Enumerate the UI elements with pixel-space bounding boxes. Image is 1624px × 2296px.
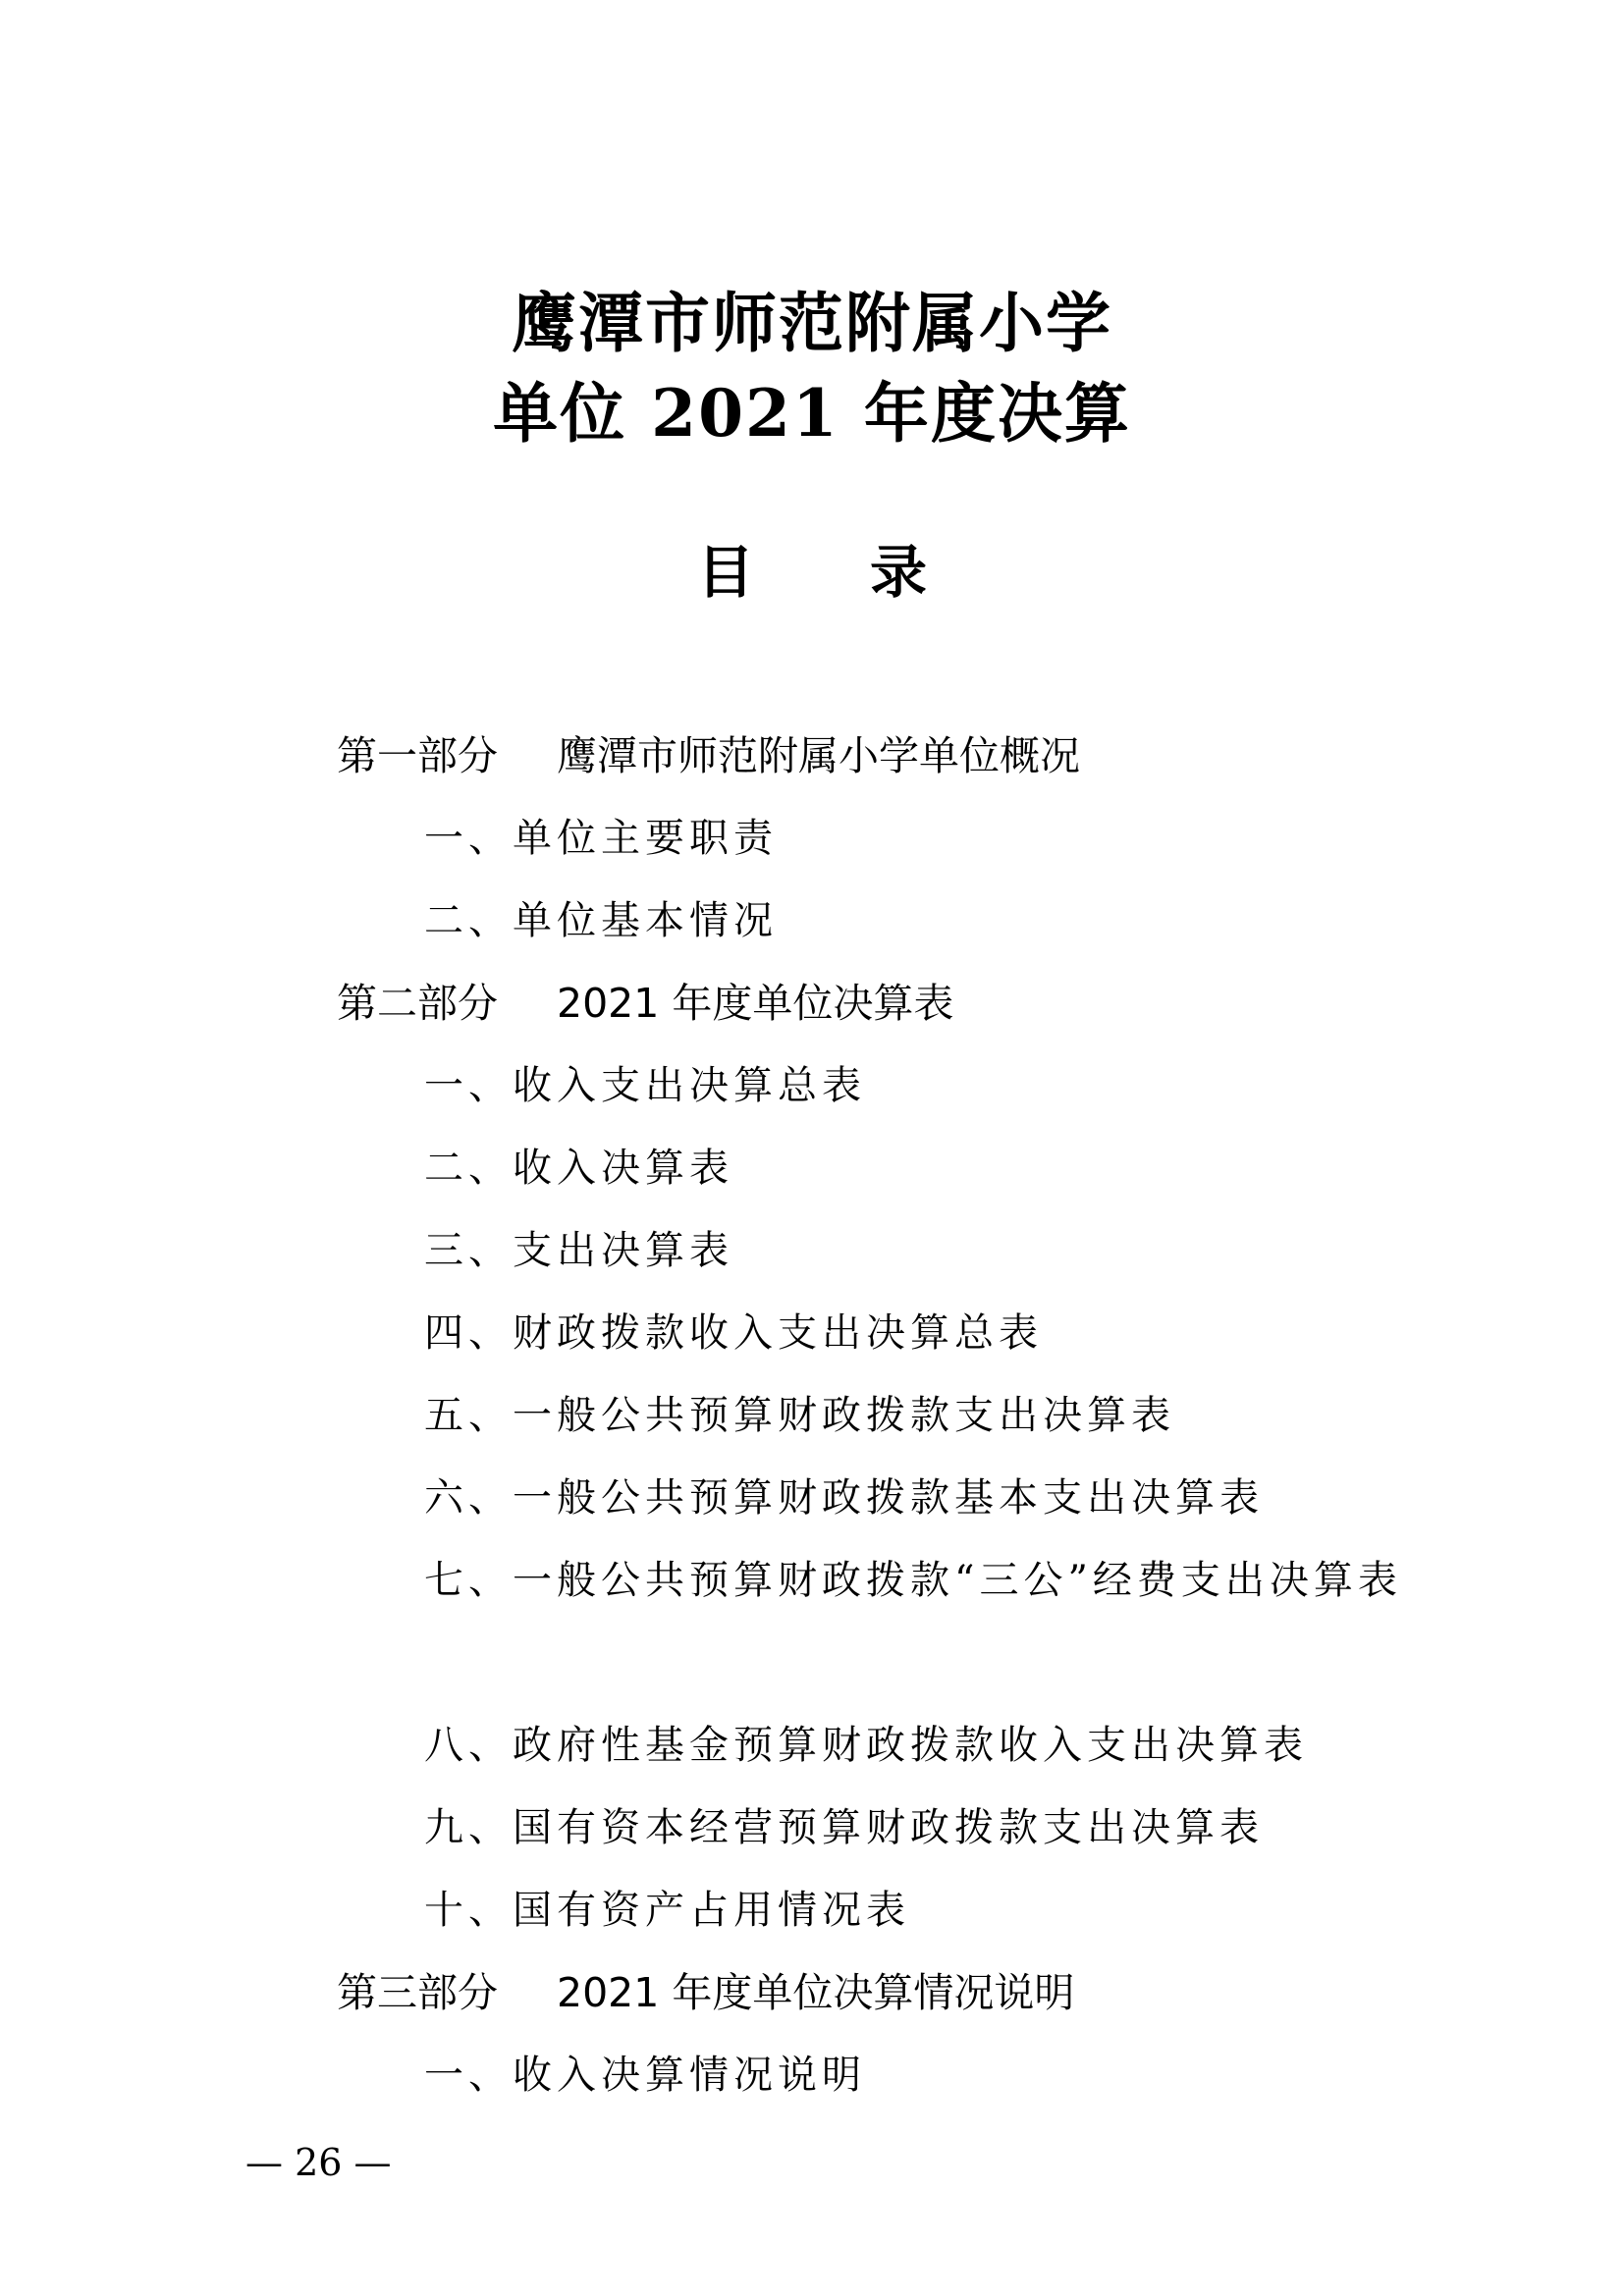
toc-part-2 [337,962,1397,1044]
toc-item: 三、支出决算表 [424,1228,733,1273]
toc-item: 七、一般公共预算财政拨款“三公”经费支出决算表 [424,1558,1402,1603]
toc-part-1 [337,715,1397,797]
toc-part-title: 鹰潭市师范附属小学单位概况 [557,732,1080,779]
toc-part-title: 2021 年度单位决算情况说明 [557,1969,1075,2016]
toc-item: 一、单位主要职责 [424,816,778,861]
toc-item: 四、财政拨款收入支出决算总表 [424,1310,1043,1356]
toc-part-title: 2021 年度单位决算表 [557,980,954,1027]
toc-heading: 目录 [696,539,1043,606]
document-title-line-1: 鹰潭市师范附属小学 [512,285,1112,361]
document-title-line-2: 单位 2021 年度决算 [493,375,1131,452]
toc-item: 一、收入支出决算总表 [424,1063,866,1108]
toc-item: 二、收入决算表 [424,1146,733,1191]
table-of-contents [337,715,1402,2116]
toc-item: 六、一般公共预算财政拨款基本支出决算表 [424,1475,1264,1521]
toc-part-number: 第二部分 [337,980,498,1027]
toc-item: 八、政府性基金预算财政拨款收入支出决算表 [424,1723,1308,1768]
toc-item: 九、国有资本经营预算财政拨款支出决算表 [424,1805,1264,1850]
page-number: — 26 — [245,2141,392,2184]
toc-part-number: 第一部分 [337,732,498,779]
toc-part-3 [337,1951,1397,2034]
toc-item: 二、单位基本情况 [424,898,778,943]
toc-item: 一、收入决算情况说明 [424,2053,866,2098]
toc-item: 十、国有资产占用情况表 [424,1888,910,1933]
toc-part-number: 第三部分 [337,1969,498,2016]
toc-item: 五、一般公共预算财政拨款支出决算表 [424,1393,1175,1438]
